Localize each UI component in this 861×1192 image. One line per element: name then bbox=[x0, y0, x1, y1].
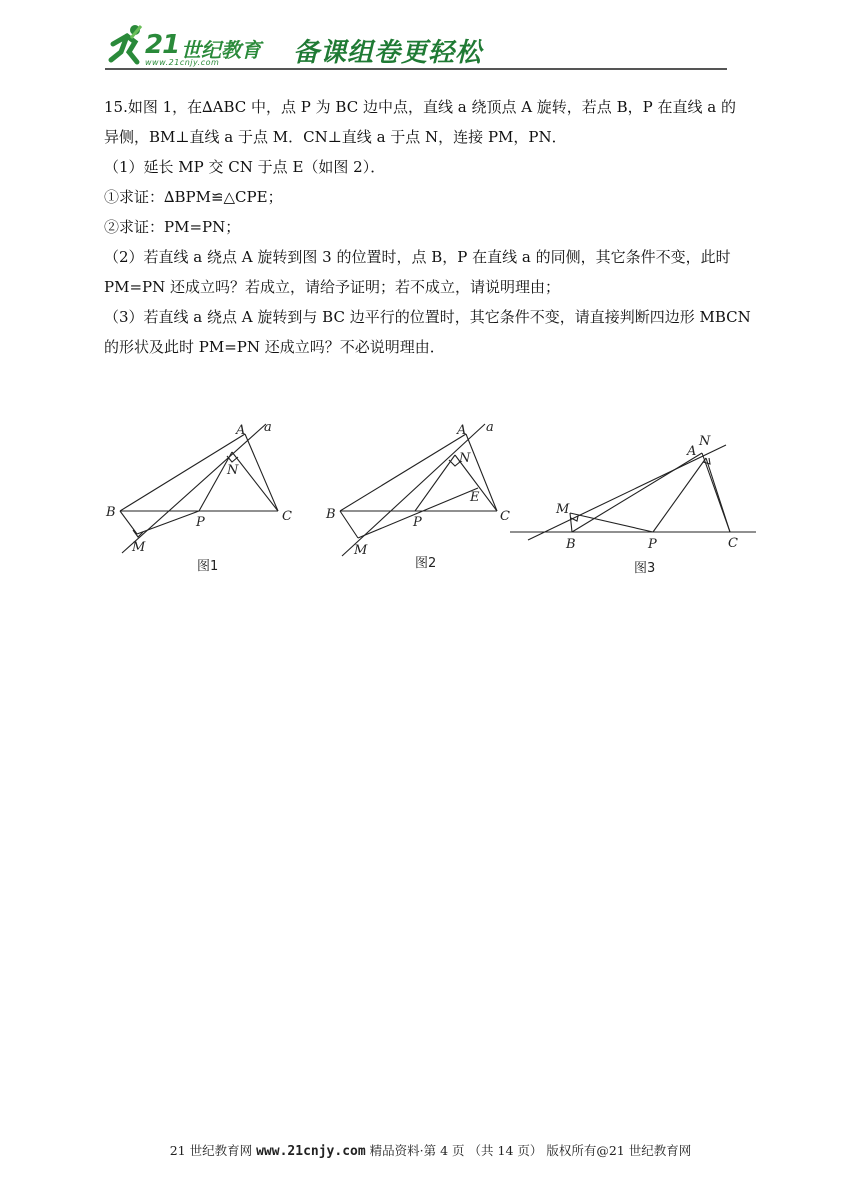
fig1-label-B: B bbox=[106, 505, 116, 520]
fig2-label-A: A bbox=[457, 423, 467, 438]
footer-page-info: 精品资料·第 4 页 （共 14 页） bbox=[369, 1143, 543, 1158]
fig1-label-N: N bbox=[227, 463, 239, 478]
fig1-label-A: A bbox=[236, 423, 246, 438]
problem-line-4: ①求证：∆BPM≌△CPE； bbox=[104, 188, 283, 206]
header-slogan: 备课组卷更轻松 bbox=[293, 38, 483, 68]
fig2-label-B: B bbox=[326, 507, 336, 522]
problem-line-8: （3）若直线 a 绕点 A 旋转到与 BC 边平行的位置时，其它条件不变，请直接判断四边形 MBCN bbox=[104, 308, 751, 326]
fig1-label-C: C bbox=[282, 509, 292, 524]
footer-copyright: 版权所有@21 世纪教育网 bbox=[546, 1143, 692, 1158]
problem-line-7: PM=PN 还成立吗？若成立，请给予证明；若不成立，请说明理由； bbox=[104, 278, 561, 296]
fig1-label-M: M bbox=[132, 540, 146, 555]
problem-line-6: （2）若直线 a 绕点 A 旋转到图 3 的位置时，点 B，P 在直线 a 的同侧，其它条件不变，此时 bbox=[104, 248, 731, 266]
problem-line-5: ②求证：PM=PN； bbox=[104, 218, 241, 236]
fig2-label-a: a bbox=[486, 420, 494, 435]
fig3-label-A: A bbox=[687, 444, 697, 459]
footer-left: 21 世纪教育网 bbox=[169, 1143, 253, 1158]
fig2-label-E: E bbox=[470, 490, 480, 505]
figure-3-caption: 图3 bbox=[634, 561, 656, 576]
fig3-label-M: M bbox=[556, 502, 570, 517]
figure-1-caption: 图1 bbox=[197, 559, 219, 574]
fig2-label-P: P bbox=[413, 515, 422, 530]
fig2-label-M: M bbox=[354, 543, 368, 558]
fig3-label-P: P bbox=[648, 537, 657, 552]
fig3-label-C: C bbox=[728, 536, 738, 551]
fig3-label-N: N bbox=[699, 434, 711, 449]
figure-2-caption: 图2 bbox=[415, 556, 437, 571]
logo-number: 21 bbox=[145, 30, 180, 60]
problem-line-1: 15.如图 1，在∆ABC 中，点 P 为 BC 边中点，直线 a 绕顶点 A 旋转，若点 B，P 在直线 a 的 bbox=[104, 98, 736, 116]
logo-url: www.21cnjy.com bbox=[145, 58, 220, 67]
fig2-label-N: N bbox=[459, 451, 471, 466]
logo-text: 世纪教育 bbox=[181, 38, 261, 62]
problem-line-2: 异侧，BM⊥直线 a 于点 M．CN⊥直线 a 于点 N，连接 PM，PN． bbox=[104, 128, 567, 146]
fig1-label-a: a bbox=[264, 420, 272, 435]
figure-1 bbox=[120, 424, 278, 553]
fig2-label-C: C bbox=[500, 509, 510, 524]
fig3-label-B: B bbox=[566, 537, 576, 552]
fig1-label-P: P bbox=[196, 515, 205, 530]
problem-line-3: （1）延长 MP 交 CN 于点 E（如图 2）． bbox=[104, 158, 386, 176]
footer-site-link[interactable]: www.21cnjy.com bbox=[256, 1144, 366, 1159]
problem-line-9: 的形状及此时 PM=PN 还成立吗？不必说明理由． bbox=[104, 338, 445, 356]
page-footer bbox=[0, 1141, 861, 1159]
figure-3 bbox=[510, 445, 756, 540]
